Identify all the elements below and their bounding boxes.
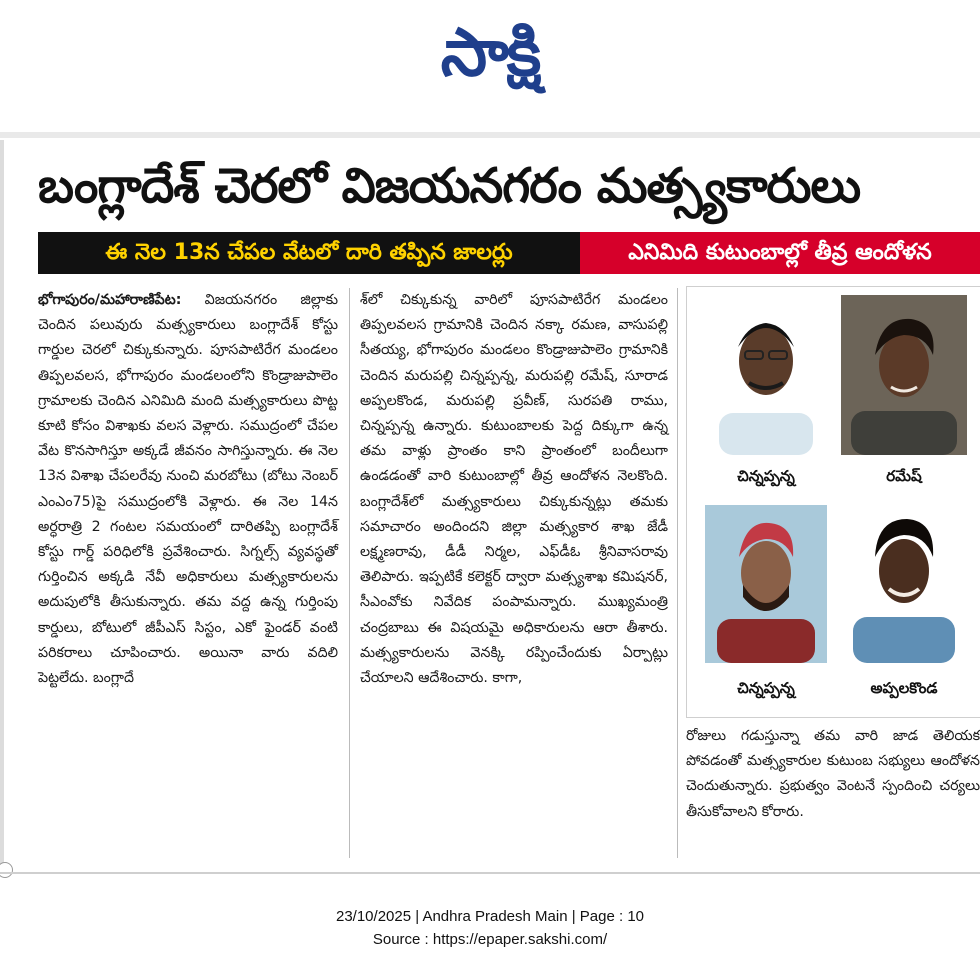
portrait-photo-2 — [841, 295, 967, 455]
sakshi-logo[interactable]: సాక్షి — [440, 14, 540, 91]
footer-date-page: 23/10/2025 | Andhra Pradesh Main | Page : 10 — [335, 908, 644, 925]
masthead — [0, 0, 980, 128]
clipping-left-edge — [0, 140, 4, 870]
masthead-divider — [0, 132, 980, 138]
footer-source-link[interactable]: Source : https://epaper.sakshi.com/ — [372, 931, 608, 948]
column-divider — [677, 288, 678, 858]
portrait-photo-3 — [705, 505, 827, 663]
column-3-text: రోజులు గడుస్తున్నా తమ వారి జాడ తెలియక పోవడంతో మత్స్యకారుల కుటుంబ సభ్యులు ఆందోళన చెందుతున్నారు. ప్రభుత్వం వెంటనే స్పందించి చర్యలు తీసుకోవాలని కోరారు. — [686, 728, 980, 820]
photo-panel — [686, 286, 980, 718]
portrait-photo-4 — [841, 505, 967, 663]
person-icon — [841, 505, 967, 663]
photo-caption-4: అప్పలకొండ — [870, 679, 938, 697]
article-column-3 — [686, 724, 980, 825]
circle-marker-icon — [0, 862, 13, 878]
column-divider — [349, 288, 350, 858]
person-icon — [705, 505, 827, 663]
subhead-left: ఈ నెల 13న చేపల వేటలో దారి తప్పిన జాలర్లు — [38, 232, 580, 274]
column-2-text: శ్‌లో చిక్కుకున్న వారిలో పూసపాటిరేగ మండలం తిప్పలవలస గ్రామానికి చెందిన నక్కా రమణ, వాసుపల్లి సీతయ్య, భోగాపురం మండలం కొండ్రాజుపాలెం గ్రామానికి చెందిన మరుపల్లి చిన్నప్పన్న, మరుపల్లి రమేష్, సూరాడ అప్పలకొండ, మరుపల్లి ప్రవీణ్, సురపతి రాము, చిన్నప్పన్న ఉన్నారు. కుటుంబాలకు పెద్ద దిక్కుగా ఉన్న తమ వాళ్లు ప్రాంతం కాని ప్రాంతంలో బందీలుగా ఉండడంతో వారి కుటుంబాల్లో తీవ్ర ఆందోళన నెలకొంది. బంగ్లాదేశ్‌లో మత్స్యకారులు చిక్కుకున్నట్లు తమకు సమాచారం అందిందని జిల్లా మత్స్యకార శాఖ జేడీ లక్ష్మణరావు, డీడీ నిర్మల, ఎఫ్‌డీఓ శ్రీనివాసరావు తెలిపారు. ఇప్పటికే కలెక్టర్ ద్వారా మత్స్యశాఖ కమిషనర్, సీఎంవోకు నివేదిక పంపామన్నారు. ముఖ్యమంత్రి చంద్రబాబు ఈ విషయమై అధికారులను ఆరా తీశారు. మత్స్యకారులను వెనక్కి రప్పించేందుకు ఏర్పాట్లు చేయాలని ఆదేశించారు. కాగా, — [360, 292, 668, 687]
portrait-photo-1 — [705, 295, 827, 455]
subhead-right: ఎనిమిది కుటుంబాల్లో తీవ్ర ఆందోళన — [580, 232, 980, 274]
headline: బంగ్లాదేశ్ చెరలో విజయనగరం మత్స్యకారులు — [38, 158, 861, 214]
person-icon — [705, 295, 827, 455]
photo-caption-2: రమేష్ — [886, 467, 922, 485]
photo-caption-3: చిన్నప్పన్న — [737, 679, 795, 697]
person-icon — [841, 295, 967, 455]
article-column-2 — [360, 288, 668, 691]
article-column-1 — [38, 288, 338, 691]
column-1-text: విజయనగరం జిల్లాకు చెందిన పలువురు మత్స్యకారులు బంగ్లాదేశ్ కోస్టు గార్డుల చెరలో చిక్కుకున్నారు. పూసపాటిరేగ మండలం తిప్పలవలస, భోగాపురం మండలంలోని కొండ్రాజుపాలెం గ్రామాలకు చెందిన ఎనిమిది మంది మత్స్యకారులు పొట్ట కూటి కోసం విశాఖకు వలస వెళ్లారు. సముద్రంలో చేపల వేట కొనసాగిస్తూ అక్కడే జీవనం సాగిస్తున్నారు. ఈ నెల 13న విశాఖ చేపలరేవు నుంచి మరబోటు (బోటు నెంబర్ ఎంఎం75)పై సముద్రంలోకి వెళ్లారు. ఈ నెల 14న అర్ధరాత్రి 2 గంటల సమయంలో దారితప్పి బంగ్లాదేశ్ కోస్టు గార్డ్ పరిధిలోకి ప్రవేశించారు. సిగ్నల్స్ వ్యవస్థతో గుర్తించిన అక్కడి నేవీ అధికారులు మత్స్యకారులను అదుపులోకి తీసుకున్నారు. తమ వద్ద ఉన్న గుర్తింపు కార్డులు, బోటులో జీపీఎస్ సిస్టం, ఎకో ఫైండర్ వంటి పరికరాలు చూపించారు. అయినా వారు వదిలి పెట్టలేదు. బంగ్లాదే — [38, 292, 338, 687]
footer-divider — [0, 872, 980, 874]
photo-caption-1: చిన్నప్పన్న — [737, 467, 795, 485]
dateline: భోగాపురం/మహారాణిపేట: — [38, 292, 182, 308]
